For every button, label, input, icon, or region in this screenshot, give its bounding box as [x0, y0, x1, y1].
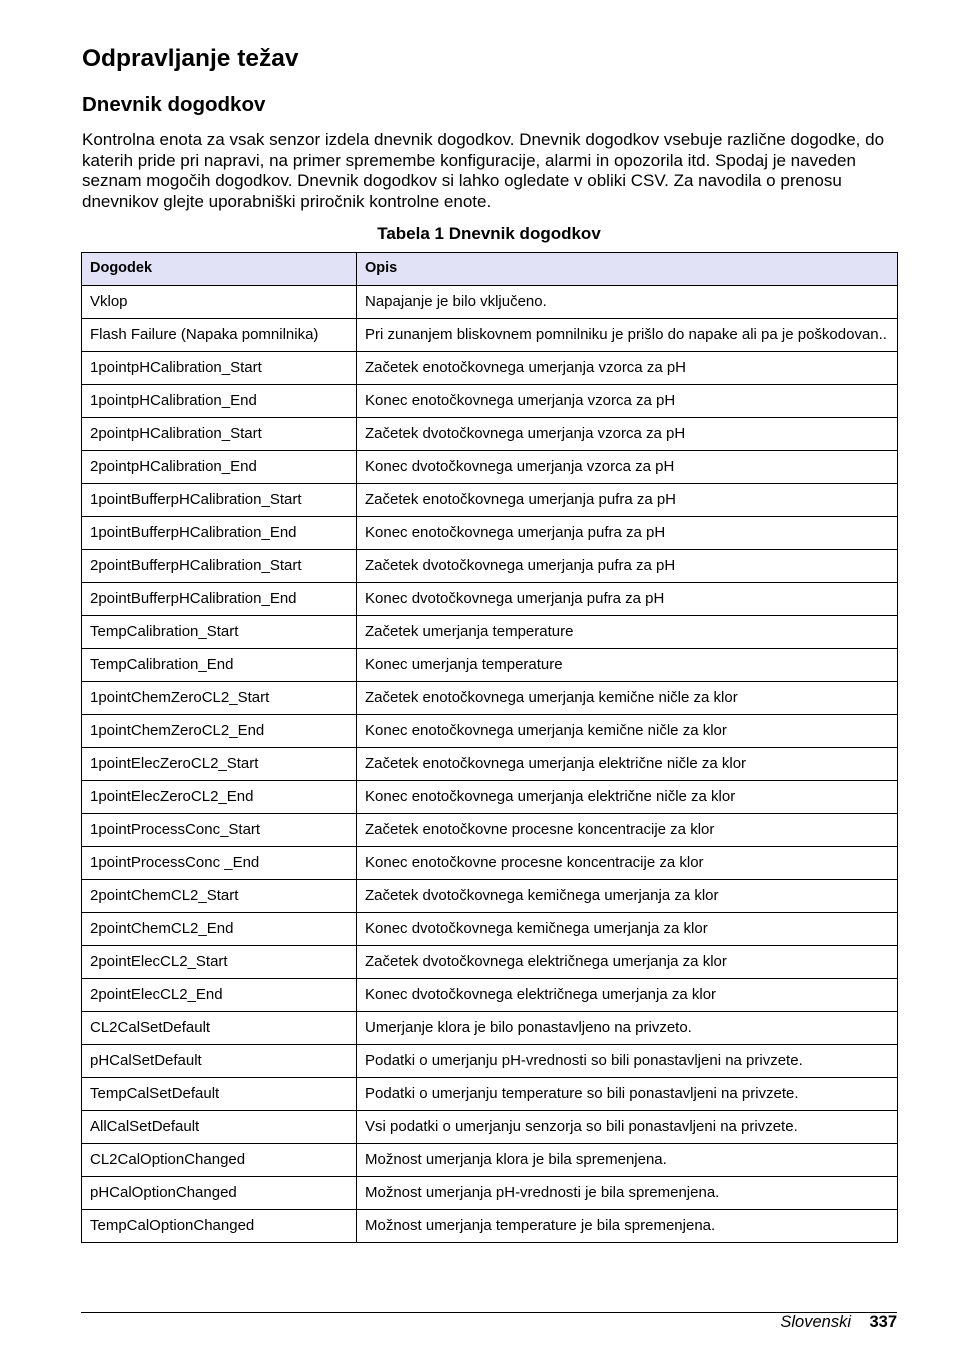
description-cell: Začetek dvotočkovnega kemičnega umerjanja za klor — [357, 880, 898, 913]
table-row — [82, 1045, 898, 1078]
table-row — [82, 682, 898, 715]
event-cell: 1pointChemZeroCL2_Start — [82, 682, 357, 715]
page-number: 337 — [869, 1313, 897, 1331]
section-title: Dnevnik dogodkov — [82, 93, 266, 116]
table-row — [82, 286, 898, 319]
description-cell: Začetek enotočkovnega umerjanja pufra za pH — [357, 484, 898, 517]
event-cell: 1pointElecZeroCL2_Start — [82, 748, 357, 781]
description-cell: Podatki o umerjanju temperature so bili ponastavljeni na privzete. — [357, 1078, 898, 1111]
table-row — [82, 418, 898, 451]
table-row — [82, 781, 898, 814]
table-row — [82, 715, 898, 748]
description-cell: Konec dvotočkovnega umerjanja vzorca za pH — [357, 451, 898, 484]
description-cell: Konec enotočkovnega umerjanja pufra za pH — [357, 517, 898, 550]
table-row — [82, 352, 898, 385]
page-title: Odpravljanje težav — [82, 45, 299, 72]
event-cell: pHCalOptionChanged — [82, 1177, 357, 1210]
description-cell: Začetek dvotočkovnega umerjanja vzorca za pH — [357, 418, 898, 451]
event-cell: Vklop — [82, 286, 357, 319]
description-cell: Konec dvotočkovnega električnega umerjanja za klor — [357, 979, 898, 1012]
event-log-table — [81, 252, 898, 1243]
footer-divider — [81, 1312, 897, 1313]
table-row — [82, 913, 898, 946]
description-cell: Začetek enotočkovnega umerjanja kemične ničle za klor — [357, 682, 898, 715]
event-cell: 1pointChemZeroCL2_End — [82, 715, 357, 748]
table-body — [82, 286, 898, 1243]
event-cell: TempCalSetDefault — [82, 1078, 357, 1111]
table-row — [82, 1144, 898, 1177]
column-header-description: Opis — [357, 253, 898, 286]
table-row — [82, 649, 898, 682]
event-cell: 1pointElecZeroCL2_End — [82, 781, 357, 814]
description-cell: Možnost umerjanja klora je bila spremenjena. — [357, 1144, 898, 1177]
footer-language: Slovenski — [780, 1313, 851, 1331]
description-cell: Začetek enotočkovne procesne koncentracije za klor — [357, 814, 898, 847]
description-cell: Vsi podatki o umerjanju senzorja so bili ponastavljeni na privzete. — [357, 1111, 898, 1144]
event-cell: 1pointProcessConc _End — [82, 847, 357, 880]
event-cell: 2pointElecCL2_Start — [82, 946, 357, 979]
description-cell: Napajanje je bilo vključeno. — [357, 286, 898, 319]
event-cell: 1pointpHCalibration_Start — [82, 352, 357, 385]
description-cell: Konec enotočkovnega umerjanja vzorca za pH — [357, 385, 898, 418]
event-cell: Flash Failure (Napaka pomnilnika) — [82, 319, 357, 352]
description-cell: Začetek enotočkovnega umerjanja vzorca za pH — [357, 352, 898, 385]
event-cell: CL2CalSetDefault — [82, 1012, 357, 1045]
description-cell: Konec enotočkovne procesne koncentracije za klor — [357, 847, 898, 880]
table-row — [82, 1177, 898, 1210]
event-cell: 2pointpHCalibration_End — [82, 451, 357, 484]
description-cell: Konec umerjanja temperature — [357, 649, 898, 682]
description-cell: Možnost umerjanja temperature je bila spremenjena. — [357, 1210, 898, 1243]
table-row — [82, 583, 898, 616]
table-row — [82, 385, 898, 418]
description-cell: Začetek enotočkovnega umerjanja električne ničle za klor — [357, 748, 898, 781]
table-header-row — [82, 253, 898, 286]
description-cell: Pri zunanjem bliskovnem pomnilniku je prišlo do napake ali pa je poškodovan.. — [357, 319, 898, 352]
table-row — [82, 451, 898, 484]
description-cell: Konec enotočkovnega umerjanja kemične ničle za klor — [357, 715, 898, 748]
description-cell: Konec enotočkovnega umerjanja električne ničle za klor — [357, 781, 898, 814]
table-row — [82, 880, 898, 913]
event-cell: TempCalibration_End — [82, 649, 357, 682]
event-cell: 2pointBufferpHCalibration_End — [82, 583, 357, 616]
intro-paragraph: Kontrolna enota za vsak senzor izdela dnevnik dogodkov. Dnevnik dogodkov vsebuje različne dogodke, do katerih pride pri napravi, na primer spremembe konfiguracije, alarmi in opozorila itd. Spodaj je naveden seznam mogočih dogodkov. Dnevnik dogodkov si lahko ogledate v obliki CSV. Za navodila o prenosu dnevnikov glejte uporabniški priročnik kontrolne enote. — [82, 130, 885, 212]
table-row — [82, 1078, 898, 1111]
description-cell: Konec dvotočkovnega umerjanja pufra za pH — [357, 583, 898, 616]
event-cell: 1pointpHCalibration_End — [82, 385, 357, 418]
table-row — [82, 814, 898, 847]
event-cell: pHCalSetDefault — [82, 1045, 357, 1078]
table-row — [82, 1210, 898, 1243]
event-cell: 2pointChemCL2_End — [82, 913, 357, 946]
table-row — [82, 319, 898, 352]
event-cell: 2pointElecCL2_End — [82, 979, 357, 1012]
table-row — [82, 946, 898, 979]
column-header-event: Dogodek — [82, 253, 357, 286]
table-caption: Tabela 1 Dnevnik dogodkov — [377, 224, 601, 243]
description-cell: Podatki o umerjanju pH-vrednosti so bili ponastavljeni na privzete. — [357, 1045, 898, 1078]
event-cell: 1pointProcessConc_Start — [82, 814, 357, 847]
table-row — [82, 517, 898, 550]
description-cell: Možnost umerjanja pH-vrednosti je bila spremenjena. — [357, 1177, 898, 1210]
event-cell: 1pointBufferpHCalibration_Start — [82, 484, 357, 517]
table-row — [82, 550, 898, 583]
event-cell: 2pointBufferpHCalibration_Start — [82, 550, 357, 583]
event-cell: TempCalOptionChanged — [82, 1210, 357, 1243]
table-row — [82, 1111, 898, 1144]
event-cell: 2pointChemCL2_Start — [82, 880, 357, 913]
table-row — [82, 1012, 898, 1045]
table-row — [82, 979, 898, 1012]
description-cell: Umerjanje klora je bilo ponastavljeno na privzeto. — [357, 1012, 898, 1045]
event-cell: 1pointBufferpHCalibration_End — [82, 517, 357, 550]
event-cell: TempCalibration_Start — [82, 616, 357, 649]
event-cell: 2pointpHCalibration_Start — [82, 418, 357, 451]
description-cell: Začetek dvotočkovnega umerjanja pufra za pH — [357, 550, 898, 583]
table-row — [82, 748, 898, 781]
description-cell: Začetek dvotočkovnega električnega umerjanja za klor — [357, 946, 898, 979]
table-row — [82, 484, 898, 517]
event-cell: AllCalSetDefault — [82, 1111, 357, 1144]
description-cell: Konec dvotočkovnega kemičnega umerjanja za klor — [357, 913, 898, 946]
description-cell: Začetek umerjanja temperature — [357, 616, 898, 649]
table-row — [82, 616, 898, 649]
table-row — [82, 847, 898, 880]
event-cell: CL2CalOptionChanged — [82, 1144, 357, 1177]
